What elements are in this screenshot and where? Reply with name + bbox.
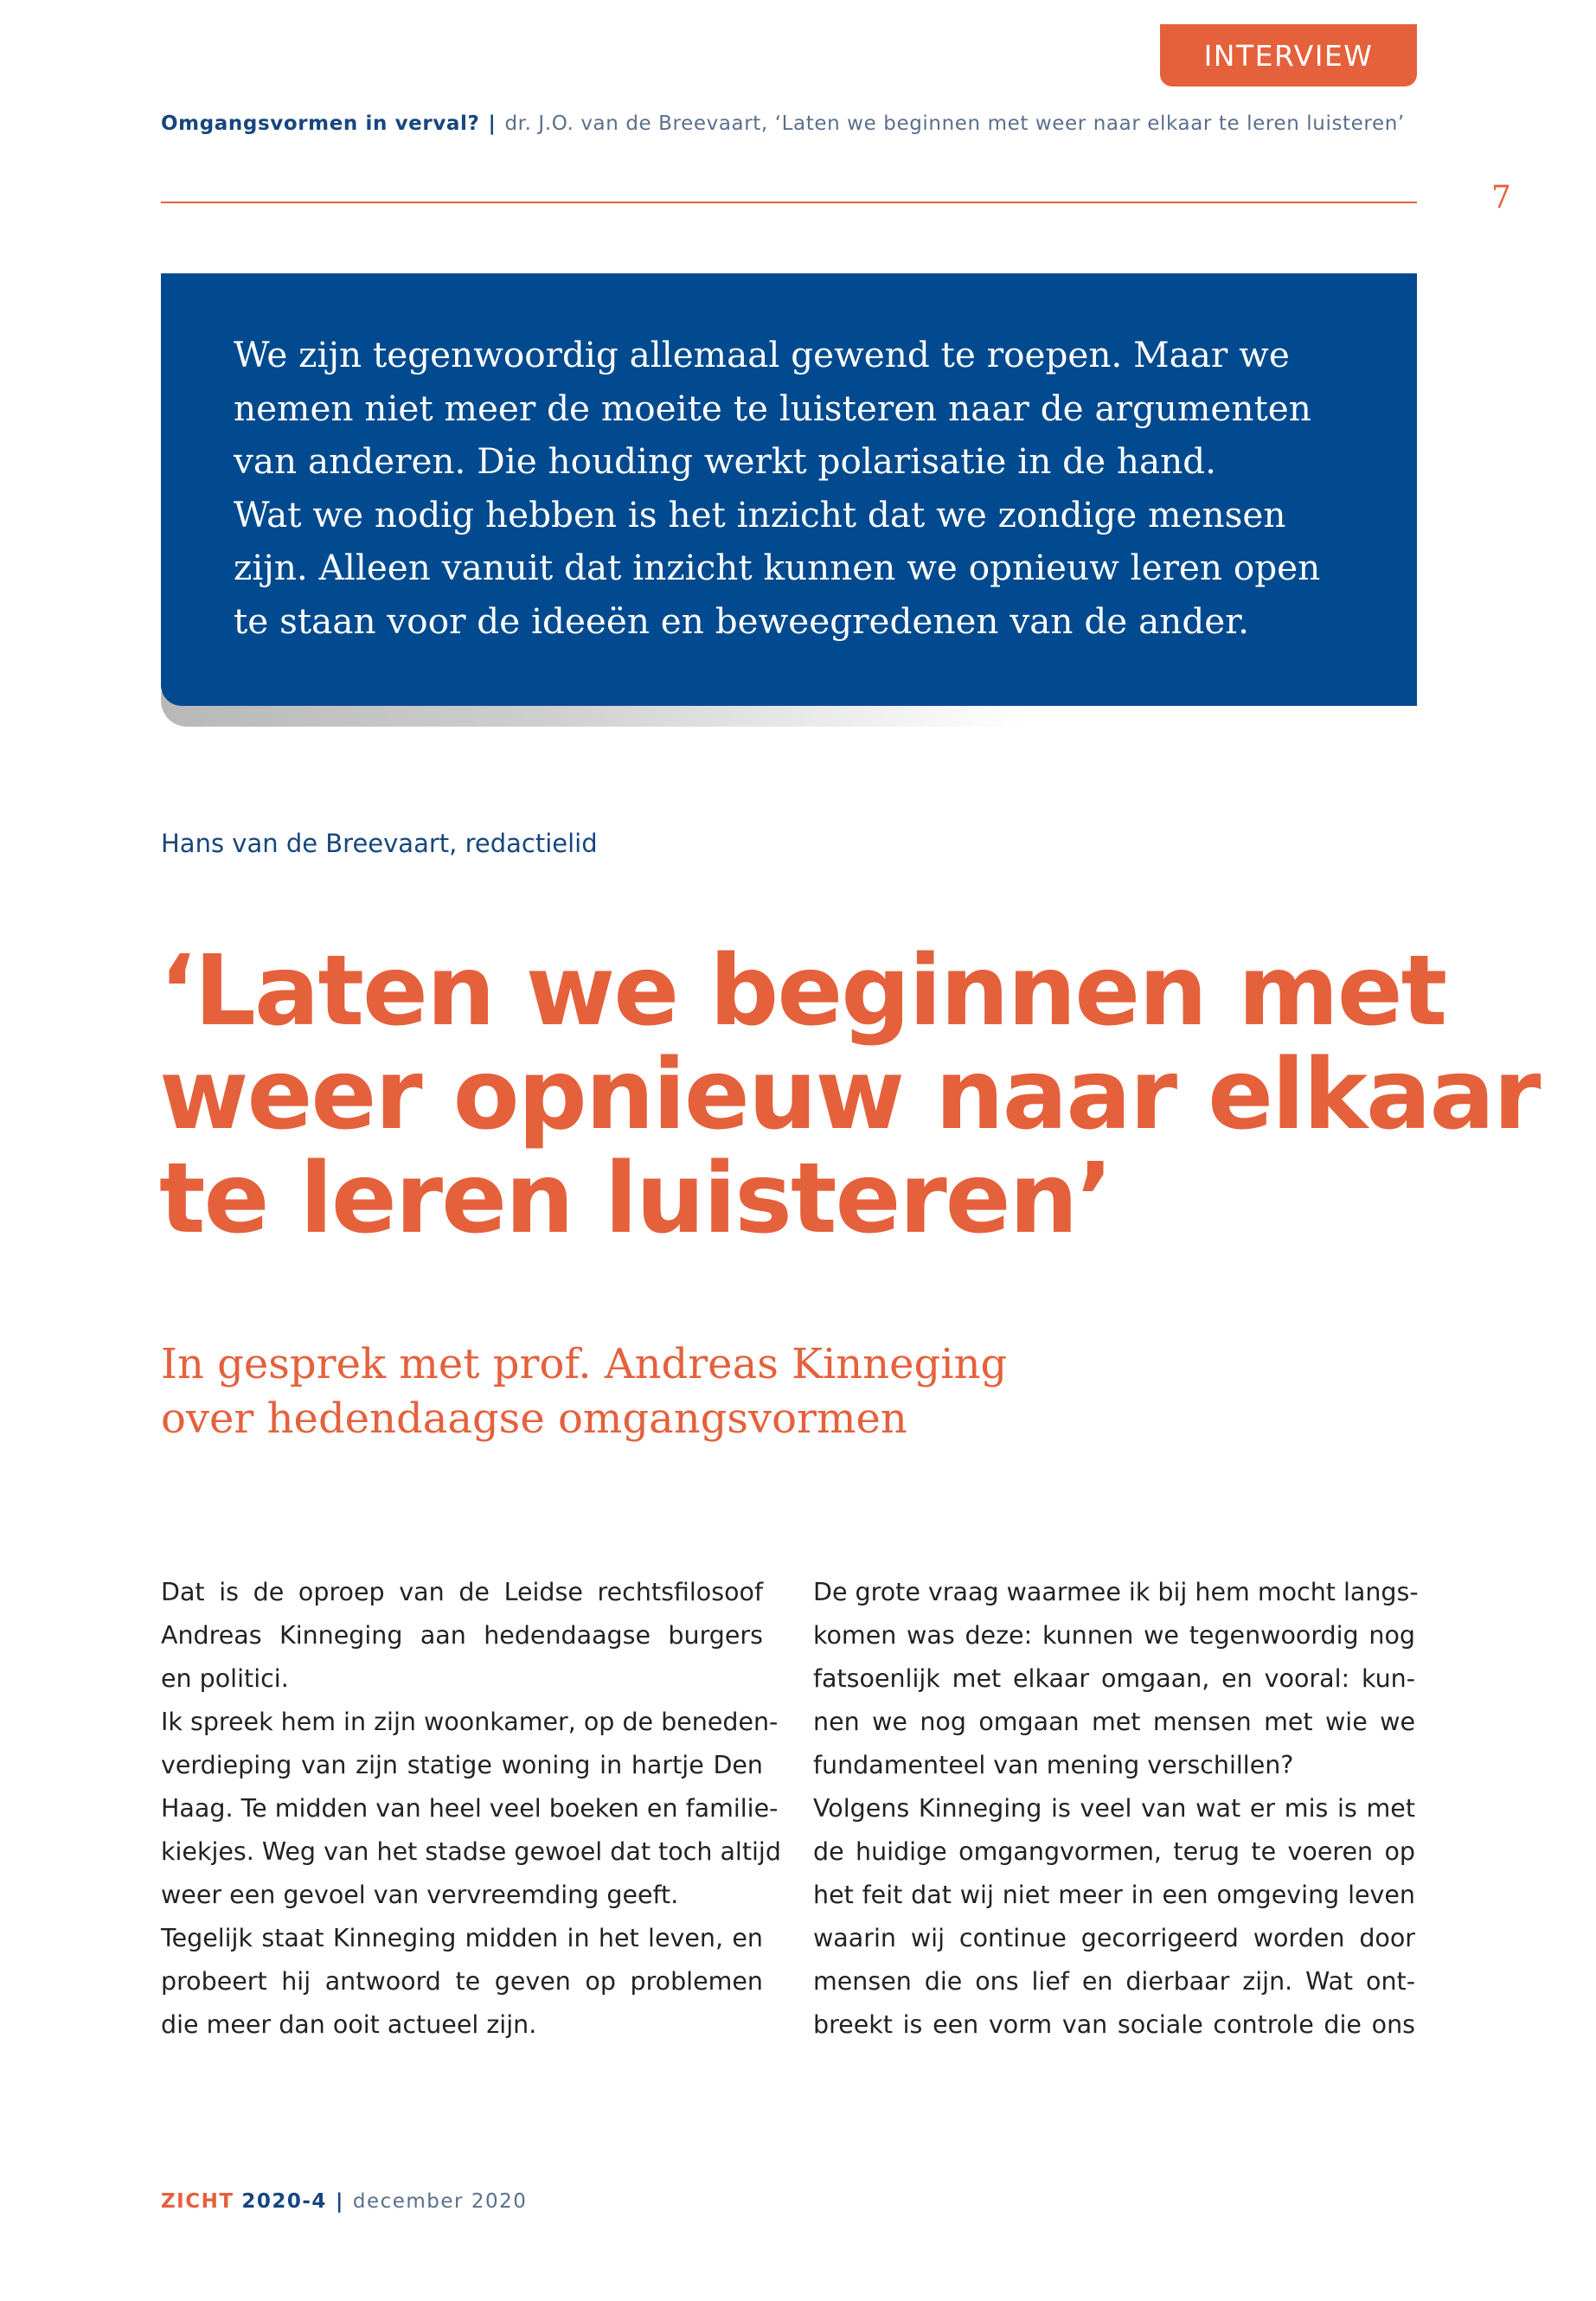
footer-brand: ZICHT: [161, 2190, 234, 2213]
body-line: Haag. Te midden van heel veel boeken en familie-: [161, 1794, 779, 1823]
pull-quote-line: We zijn tegenwoordig allemaal gewend te roepen. Maar we: [234, 334, 1290, 375]
body-line: kiekjes. Weg van het stadse gewoel dat toch altijd: [161, 1837, 781, 1866]
footer-date: december 2020: [352, 2190, 528, 2213]
body-column-right: [813, 1571, 1419, 2047]
body-line: fundamenteel van mening verschillen?: [813, 1751, 1294, 1779]
pull-quote-line: zijn. Alleen vanuit dat inzicht kunnen we opnieuw leren open: [234, 547, 1321, 588]
body-line: Tegelijk staat Kinneging midden in het leven, en: [161, 1924, 763, 1952]
body-line: weer een gevoel van vervreemding geeft.: [161, 1881, 679, 1909]
body-line: mensen die ons lief en dierbaar zijn. Wat ont-: [813, 1967, 1415, 1996]
body-line: die meer dan ooit actueel zijn.: [161, 2010, 537, 2039]
pull-quote: [161, 273, 1417, 706]
pull-quote-line: van anderen. Die houding werkt polarisatie in de hand.: [234, 440, 1217, 482]
body-line: De grote vraag waarmee ik bij hem mocht langs-: [813, 1578, 1419, 1606]
header-rule: [161, 202, 1417, 203]
running-head-section: Omgangsvormen in verval?: [161, 112, 480, 135]
body-line: en politici.: [161, 1664, 289, 1693]
headline-line: weer opnieuw naar elkaar: [159, 1039, 1540, 1151]
headline: [159, 935, 1540, 1255]
body-line: Volgens Kinneging is veel van wat er mis is met: [813, 1794, 1415, 1823]
body-line: probeert hij antwoord te geven op problemen: [161, 1967, 763, 1996]
body-line: fatsoenlijk met elkaar omgaan, en vooral: kun-: [813, 1664, 1415, 1693]
body-line: breekt is een vorm van sociale controle die ons: [813, 2010, 1415, 2039]
running-head: [161, 112, 1424, 135]
pull-quote-line: nemen niet meer de moeite te luisteren naar de argumenten: [234, 387, 1311, 429]
subheadline-line: In gesprek met prof. Andreas Kinneging: [161, 1340, 1008, 1388]
byline: Hans van de Breevaart, redactielid: [161, 829, 598, 858]
body-line: het feit dat wij niet meer in een omgeving leven: [813, 1881, 1415, 1909]
body-line: komen was deze: kunnen we tegenwoordig nog: [813, 1621, 1415, 1650]
body-line: Andreas Kinneging aan hedendaagse burgers: [161, 1621, 763, 1650]
headline-line: ‘Laten we beginnen met: [159, 935, 1446, 1048]
footer-issue: 2020-4: [241, 2190, 327, 2213]
section-tab: INTERVIEW: [1160, 24, 1417, 87]
subheadline-line: over hedendaagse omgangsvormen: [161, 1394, 907, 1443]
body-line: Dat is de oproep van de Leidse rechtsfilosoof: [161, 1578, 763, 1606]
running-head-separator: |: [488, 112, 497, 135]
subheadline: [161, 1337, 1007, 1446]
body-column-left: [161, 1571, 781, 2047]
footer-separator: |: [335, 2190, 344, 2213]
body-line: verdieping van zijn statige woning in hartje Den: [161, 1751, 763, 1779]
body-line: de huidige omgangvormen, terug te voeren op: [813, 1837, 1415, 1866]
headline-line: te leren luisteren’: [159, 1143, 1112, 1255]
body-line: Ik spreek hem in zijn woonkamer, op de beneden-: [161, 1708, 779, 1736]
running-head-title: dr. J.O. van de Breevaart, ‘Laten we beginnen met weer naar elkaar te leren luisteren’: [504, 112, 1405, 135]
page-number: 7: [1491, 180, 1511, 215]
pull-quote-line: te staan voor de ideeën en beweegredenen van de ander.: [234, 599, 1250, 642]
body-line: nen we nog omgaan met mensen met wie we: [813, 1708, 1415, 1736]
pull-quote-line: Wat we nodig hebben is het inzicht dat we zondige mensen: [234, 493, 1286, 535]
body-line: waarin wij continue gecorrigeerd worden door: [813, 1924, 1415, 1952]
footer: [161, 2190, 527, 2213]
